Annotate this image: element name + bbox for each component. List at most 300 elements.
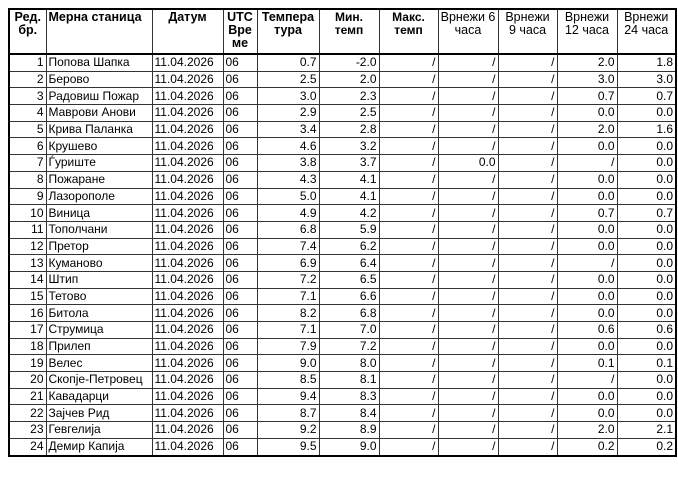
table-row bbox=[9, 138, 676, 155]
cell-min-temp: 8.4 bbox=[319, 405, 379, 422]
cell-precip-24h: 0.0 bbox=[617, 171, 676, 188]
cell-precip-24h: 0.6 bbox=[617, 322, 676, 339]
cell-precip-24h: 0.0 bbox=[617, 221, 676, 238]
cell-min-temp: 4.1 bbox=[319, 171, 379, 188]
cell-precip-6h: / bbox=[438, 322, 498, 339]
cell-precip-24h: 0.0 bbox=[617, 305, 676, 322]
cell-row-number: 22 bbox=[9, 405, 46, 422]
cell-date: 11.04.2026 bbox=[152, 205, 223, 222]
cell-station-name: Лазорополе bbox=[46, 188, 152, 205]
cell-min-temp: 6.5 bbox=[319, 271, 379, 288]
cell-station-name: Претор bbox=[46, 238, 152, 255]
cell-row-number: 16 bbox=[9, 305, 46, 322]
cell-precip-24h: 1.6 bbox=[617, 121, 676, 138]
cell-precip-9h: / bbox=[498, 338, 557, 355]
cell-precip-24h: 0.0 bbox=[617, 255, 676, 272]
cell-precip-6h: / bbox=[438, 221, 498, 238]
table-row bbox=[9, 71, 676, 88]
cell-precip-9h: / bbox=[498, 355, 557, 372]
cell-precip-9h: / bbox=[498, 121, 557, 138]
cell-precip-12h: / bbox=[557, 372, 617, 389]
cell-row-number: 14 bbox=[9, 271, 46, 288]
cell-precip-9h: / bbox=[498, 322, 557, 339]
col-header-min-temp: Мин. темп bbox=[319, 9, 379, 54]
cell-max-temp: / bbox=[379, 322, 438, 339]
cell-precip-9h: / bbox=[498, 422, 557, 439]
table-row bbox=[9, 155, 676, 172]
cell-precip-12h: 0.7 bbox=[557, 205, 617, 222]
cell-precip-12h: 0.0 bbox=[557, 405, 617, 422]
cell-date: 11.04.2026 bbox=[152, 88, 223, 105]
cell-precip-12h: 0.0 bbox=[557, 188, 617, 205]
cell-date: 11.04.2026 bbox=[152, 221, 223, 238]
cell-max-temp: / bbox=[379, 71, 438, 88]
cell-utc-time: 06 bbox=[223, 305, 257, 322]
cell-station-name: Берово bbox=[46, 71, 152, 88]
cell-precip-12h: 0.7 bbox=[557, 88, 617, 105]
cell-station-name: Ѓуриште bbox=[46, 155, 152, 172]
cell-precip-24h: 0.0 bbox=[617, 405, 676, 422]
cell-precip-12h: 0.0 bbox=[557, 305, 617, 322]
cell-precip-9h: / bbox=[498, 71, 557, 88]
weather-stations-table bbox=[8, 8, 677, 457]
cell-max-temp: / bbox=[379, 338, 438, 355]
cell-max-temp: / bbox=[379, 305, 438, 322]
cell-precip-12h: 0.0 bbox=[557, 221, 617, 238]
cell-date: 11.04.2026 bbox=[152, 271, 223, 288]
cell-date: 11.04.2026 bbox=[152, 355, 223, 372]
cell-min-temp: 6.6 bbox=[319, 288, 379, 305]
cell-utc-time: 06 bbox=[223, 71, 257, 88]
cell-precip-24h: 0.7 bbox=[617, 205, 676, 222]
cell-precip-24h: 3.0 bbox=[617, 71, 676, 88]
cell-row-number: 15 bbox=[9, 288, 46, 305]
cell-min-temp: 6.4 bbox=[319, 255, 379, 272]
cell-station-name: Крива Паланка bbox=[46, 121, 152, 138]
cell-precip-24h: 0.0 bbox=[617, 155, 676, 172]
cell-max-temp: / bbox=[379, 88, 438, 105]
cell-row-number: 2 bbox=[9, 71, 46, 88]
cell-date: 11.04.2026 bbox=[152, 54, 223, 71]
cell-precip-12h: 0.2 bbox=[557, 438, 617, 455]
cell-min-temp: 4.2 bbox=[319, 205, 379, 222]
table-row bbox=[9, 422, 676, 439]
table-row bbox=[9, 305, 676, 322]
cell-temperature: 7.9 bbox=[257, 338, 319, 355]
col-header-temperature: Темпера тура bbox=[257, 9, 319, 54]
cell-utc-time: 06 bbox=[223, 271, 257, 288]
cell-utc-time: 06 bbox=[223, 105, 257, 122]
cell-utc-time: 06 bbox=[223, 422, 257, 439]
cell-max-temp: / bbox=[379, 271, 438, 288]
cell-temperature: 4.3 bbox=[257, 171, 319, 188]
cell-max-temp: / bbox=[379, 355, 438, 372]
cell-precip-6h: / bbox=[438, 271, 498, 288]
table-row bbox=[9, 322, 676, 339]
cell-station-name: Тополчани bbox=[46, 221, 152, 238]
cell-station-name: Струмица bbox=[46, 322, 152, 339]
cell-row-number: 10 bbox=[9, 205, 46, 222]
cell-temperature: 9.4 bbox=[257, 388, 319, 405]
table-row bbox=[9, 338, 676, 355]
cell-row-number: 23 bbox=[9, 422, 46, 439]
cell-precip-12h: / bbox=[557, 155, 617, 172]
cell-precip-12h: 3.0 bbox=[557, 71, 617, 88]
cell-precip-9h: / bbox=[498, 372, 557, 389]
cell-station-name: Пожаране bbox=[46, 171, 152, 188]
cell-precip-9h: / bbox=[498, 88, 557, 105]
cell-date: 11.04.2026 bbox=[152, 255, 223, 272]
cell-temperature: 4.6 bbox=[257, 138, 319, 155]
table-row bbox=[9, 255, 676, 272]
cell-min-temp: 2.8 bbox=[319, 121, 379, 138]
cell-station-name: Гевгелија bbox=[46, 422, 152, 439]
cell-precip-12h: 2.0 bbox=[557, 422, 617, 439]
cell-row-number: 4 bbox=[9, 105, 46, 122]
table-row bbox=[9, 238, 676, 255]
cell-precip-9h: / bbox=[498, 255, 557, 272]
cell-utc-time: 06 bbox=[223, 138, 257, 155]
cell-precip-24h: 0.0 bbox=[617, 238, 676, 255]
cell-min-temp: 3.7 bbox=[319, 155, 379, 172]
cell-max-temp: / bbox=[379, 188, 438, 205]
cell-temperature: 3.4 bbox=[257, 121, 319, 138]
col-header-precip-6h: Врнежи 6 часа bbox=[438, 9, 498, 54]
cell-precip-24h: 0.0 bbox=[617, 388, 676, 405]
cell-temperature: 9.5 bbox=[257, 438, 319, 455]
table-row bbox=[9, 355, 676, 372]
cell-min-temp: 4.1 bbox=[319, 188, 379, 205]
cell-precip-9h: / bbox=[498, 171, 557, 188]
cell-max-temp: / bbox=[379, 438, 438, 455]
header-row bbox=[9, 9, 676, 54]
cell-utc-time: 06 bbox=[223, 355, 257, 372]
cell-utc-time: 06 bbox=[223, 54, 257, 71]
cell-max-temp: / bbox=[379, 238, 438, 255]
cell-station-name: Виница bbox=[46, 205, 152, 222]
cell-precip-12h: / bbox=[557, 255, 617, 272]
col-header-date: Датум bbox=[152, 9, 223, 54]
cell-max-temp: / bbox=[379, 121, 438, 138]
cell-date: 11.04.2026 bbox=[152, 422, 223, 439]
table-row bbox=[9, 88, 676, 105]
table-row bbox=[9, 271, 676, 288]
col-header-number: Ред. бр. bbox=[9, 9, 46, 54]
cell-row-number: 20 bbox=[9, 372, 46, 389]
cell-date: 11.04.2026 bbox=[152, 305, 223, 322]
cell-precip-6h: / bbox=[438, 405, 498, 422]
cell-min-temp: 2.5 bbox=[319, 105, 379, 122]
cell-precip-12h: 0.6 bbox=[557, 322, 617, 339]
cell-utc-time: 06 bbox=[223, 121, 257, 138]
cell-utc-time: 06 bbox=[223, 405, 257, 422]
cell-precip-9h: / bbox=[498, 188, 557, 205]
cell-min-temp: 2.0 bbox=[319, 71, 379, 88]
cell-precip-6h: 0.0 bbox=[438, 155, 498, 172]
cell-precip-6h: / bbox=[438, 205, 498, 222]
cell-precip-12h: 0.0 bbox=[557, 105, 617, 122]
cell-utc-time: 06 bbox=[223, 388, 257, 405]
cell-min-temp: 7.0 bbox=[319, 322, 379, 339]
cell-utc-time: 06 bbox=[223, 438, 257, 455]
cell-precip-6h: / bbox=[438, 255, 498, 272]
cell-precip-12h: 0.0 bbox=[557, 288, 617, 305]
cell-temperature: 8.5 bbox=[257, 372, 319, 389]
cell-min-temp: 8.0 bbox=[319, 355, 379, 372]
cell-row-number: 19 bbox=[9, 355, 46, 372]
table-row bbox=[9, 438, 676, 455]
cell-date: 11.04.2026 bbox=[152, 438, 223, 455]
cell-utc-time: 06 bbox=[223, 288, 257, 305]
cell-precip-24h: 0.0 bbox=[617, 288, 676, 305]
cell-max-temp: / bbox=[379, 155, 438, 172]
cell-temperature: 7.4 bbox=[257, 238, 319, 255]
cell-precip-6h: / bbox=[438, 71, 498, 88]
cell-precip-9h: / bbox=[498, 288, 557, 305]
cell-temperature: 8.2 bbox=[257, 305, 319, 322]
cell-station-name: Демир Капија bbox=[46, 438, 152, 455]
cell-min-temp: 5.9 bbox=[319, 221, 379, 238]
table-row bbox=[9, 171, 676, 188]
cell-date: 11.04.2026 bbox=[152, 288, 223, 305]
cell-precip-6h: / bbox=[438, 238, 498, 255]
cell-station-name: Попова Шапка bbox=[46, 54, 152, 71]
cell-temperature: 8.7 bbox=[257, 405, 319, 422]
cell-station-name: Куманово bbox=[46, 255, 152, 272]
cell-precip-6h: / bbox=[438, 355, 498, 372]
cell-utc-time: 06 bbox=[223, 221, 257, 238]
cell-max-temp: / bbox=[379, 288, 438, 305]
cell-station-name: Радовиш Пожар bbox=[46, 88, 152, 105]
cell-row-number: 17 bbox=[9, 322, 46, 339]
cell-temperature: 6.8 bbox=[257, 221, 319, 238]
cell-temperature: 3.8 bbox=[257, 155, 319, 172]
cell-date: 11.04.2026 bbox=[152, 322, 223, 339]
cell-row-number: 1 bbox=[9, 54, 46, 71]
cell-precip-9h: / bbox=[498, 305, 557, 322]
cell-date: 11.04.2026 bbox=[152, 338, 223, 355]
cell-date: 11.04.2026 bbox=[152, 388, 223, 405]
cell-precip-9h: / bbox=[498, 138, 557, 155]
cell-min-temp: 6.2 bbox=[319, 238, 379, 255]
cell-station-name: Штип bbox=[46, 271, 152, 288]
cell-utc-time: 06 bbox=[223, 171, 257, 188]
cell-utc-time: 06 bbox=[223, 238, 257, 255]
cell-temperature: 7.2 bbox=[257, 271, 319, 288]
cell-precip-6h: / bbox=[438, 54, 498, 71]
cell-precip-9h: / bbox=[498, 105, 557, 122]
table-row bbox=[9, 54, 676, 71]
cell-min-temp: 9.0 bbox=[319, 438, 379, 455]
cell-row-number: 9 bbox=[9, 188, 46, 205]
cell-precip-24h: 0.2 bbox=[617, 438, 676, 455]
cell-temperature: 4.9 bbox=[257, 205, 319, 222]
cell-precip-12h: 2.0 bbox=[557, 121, 617, 138]
cell-min-temp: 7.2 bbox=[319, 338, 379, 355]
cell-temperature: 2.5 bbox=[257, 71, 319, 88]
cell-min-temp: 2.3 bbox=[319, 88, 379, 105]
cell-precip-12h: 0.0 bbox=[557, 271, 617, 288]
cell-max-temp: / bbox=[379, 171, 438, 188]
cell-precip-9h: / bbox=[498, 54, 557, 71]
cell-precip-6h: / bbox=[438, 288, 498, 305]
cell-precip-24h: 0.0 bbox=[617, 105, 676, 122]
cell-utc-time: 06 bbox=[223, 188, 257, 205]
cell-date: 11.04.2026 bbox=[152, 238, 223, 255]
cell-precip-12h: 0.0 bbox=[557, 171, 617, 188]
table-row bbox=[9, 221, 676, 238]
cell-temperature: 6.9 bbox=[257, 255, 319, 272]
cell-date: 11.04.2026 bbox=[152, 171, 223, 188]
cell-max-temp: / bbox=[379, 221, 438, 238]
cell-precip-9h: / bbox=[498, 388, 557, 405]
col-header-max-temp: Макс. темп bbox=[379, 9, 438, 54]
col-header-utc-time: UTC Вре ме bbox=[223, 9, 257, 54]
cell-precip-12h: 0.0 bbox=[557, 338, 617, 355]
cell-utc-time: 06 bbox=[223, 372, 257, 389]
cell-precip-6h: / bbox=[438, 121, 498, 138]
cell-max-temp: / bbox=[379, 105, 438, 122]
cell-max-temp: / bbox=[379, 255, 438, 272]
cell-date: 11.04.2026 bbox=[152, 188, 223, 205]
cell-row-number: 8 bbox=[9, 171, 46, 188]
cell-min-temp: 6.8 bbox=[319, 305, 379, 322]
cell-precip-9h: / bbox=[498, 271, 557, 288]
cell-temperature: 5.0 bbox=[257, 188, 319, 205]
table-row bbox=[9, 188, 676, 205]
cell-station-name: Крушево bbox=[46, 138, 152, 155]
cell-precip-6h: / bbox=[438, 388, 498, 405]
cell-max-temp: / bbox=[379, 372, 438, 389]
cell-precip-12h: 0.0 bbox=[557, 388, 617, 405]
cell-precip-6h: / bbox=[438, 338, 498, 355]
cell-precip-24h: 2.1 bbox=[617, 422, 676, 439]
cell-date: 11.04.2026 bbox=[152, 155, 223, 172]
cell-max-temp: / bbox=[379, 205, 438, 222]
cell-precip-24h: 0.0 bbox=[617, 271, 676, 288]
table-row bbox=[9, 105, 676, 122]
cell-precip-24h: 1.8 bbox=[617, 54, 676, 71]
cell-precip-6h: / bbox=[438, 171, 498, 188]
cell-precip-12h: 0.1 bbox=[557, 355, 617, 372]
cell-max-temp: / bbox=[379, 54, 438, 71]
cell-max-temp: / bbox=[379, 388, 438, 405]
cell-precip-12h: 0.0 bbox=[557, 238, 617, 255]
cell-station-name: Кавадарци bbox=[46, 388, 152, 405]
col-header-precip-24h: Врнежи 24 часа bbox=[617, 9, 676, 54]
cell-temperature: 7.1 bbox=[257, 288, 319, 305]
col-header-precip-12h: Врнежи 12 часа bbox=[557, 9, 617, 54]
cell-min-temp: 8.1 bbox=[319, 372, 379, 389]
cell-utc-time: 06 bbox=[223, 155, 257, 172]
cell-temperature: 9.2 bbox=[257, 422, 319, 439]
col-header-station: Мерна станица bbox=[46, 9, 152, 54]
table-row bbox=[9, 121, 676, 138]
cell-precip-24h: 0.0 bbox=[617, 372, 676, 389]
cell-station-name: Битола bbox=[46, 305, 152, 322]
cell-min-temp: -2.0 bbox=[319, 54, 379, 71]
cell-temperature: 9.0 bbox=[257, 355, 319, 372]
cell-temperature: 7.1 bbox=[257, 322, 319, 339]
cell-utc-time: 06 bbox=[223, 338, 257, 355]
cell-precip-9h: / bbox=[498, 205, 557, 222]
cell-temperature: 0.7 bbox=[257, 54, 319, 71]
cell-precip-9h: / bbox=[498, 405, 557, 422]
cell-date: 11.04.2026 bbox=[152, 138, 223, 155]
cell-precip-24h: 0.7 bbox=[617, 88, 676, 105]
col-header-precip-9h: Врнежи 9 часа bbox=[498, 9, 557, 54]
table-row bbox=[9, 388, 676, 405]
cell-min-temp: 8.9 bbox=[319, 422, 379, 439]
cell-utc-time: 06 bbox=[223, 88, 257, 105]
cell-temperature: 3.0 bbox=[257, 88, 319, 105]
cell-row-number: 3 bbox=[9, 88, 46, 105]
cell-precip-6h: / bbox=[438, 422, 498, 439]
cell-max-temp: / bbox=[379, 138, 438, 155]
cell-precip-24h: 0.0 bbox=[617, 188, 676, 205]
cell-precip-6h: / bbox=[438, 438, 498, 455]
table-row bbox=[9, 405, 676, 422]
cell-row-number: 13 bbox=[9, 255, 46, 272]
cell-row-number: 18 bbox=[9, 338, 46, 355]
cell-utc-time: 06 bbox=[223, 255, 257, 272]
cell-utc-time: 06 bbox=[223, 205, 257, 222]
cell-precip-9h: / bbox=[498, 155, 557, 172]
cell-utc-time: 06 bbox=[223, 322, 257, 339]
cell-row-number: 24 bbox=[9, 438, 46, 455]
cell-precip-6h: / bbox=[438, 88, 498, 105]
cell-date: 11.04.2026 bbox=[152, 121, 223, 138]
cell-precip-24h: 0.0 bbox=[617, 138, 676, 155]
cell-station-name: Маврови Анови bbox=[46, 105, 152, 122]
cell-precip-24h: 0.0 bbox=[617, 338, 676, 355]
cell-precip-12h: 2.0 bbox=[557, 54, 617, 71]
cell-date: 11.04.2026 bbox=[152, 105, 223, 122]
cell-temperature: 2.9 bbox=[257, 105, 319, 122]
cell-min-temp: 3.2 bbox=[319, 138, 379, 155]
cell-precip-9h: / bbox=[498, 221, 557, 238]
cell-precip-6h: / bbox=[438, 372, 498, 389]
cell-min-temp: 8.3 bbox=[319, 388, 379, 405]
cell-date: 11.04.2026 bbox=[152, 405, 223, 422]
cell-precip-6h: / bbox=[438, 188, 498, 205]
cell-row-number: 11 bbox=[9, 221, 46, 238]
cell-precip-24h: 0.1 bbox=[617, 355, 676, 372]
cell-date: 11.04.2026 bbox=[152, 372, 223, 389]
cell-station-name: Тетово bbox=[46, 288, 152, 305]
cell-row-number: 12 bbox=[9, 238, 46, 255]
cell-station-name: Велес bbox=[46, 355, 152, 372]
table-row bbox=[9, 288, 676, 305]
cell-date: 11.04.2026 bbox=[152, 71, 223, 88]
cell-station-name: Скопје-Петровец bbox=[46, 372, 152, 389]
cell-max-temp: / bbox=[379, 405, 438, 422]
table-row bbox=[9, 205, 676, 222]
cell-row-number: 6 bbox=[9, 138, 46, 155]
cell-station-name: Прилеп bbox=[46, 338, 152, 355]
cell-precip-6h: / bbox=[438, 138, 498, 155]
cell-row-number: 7 bbox=[9, 155, 46, 172]
cell-row-number: 21 bbox=[9, 388, 46, 405]
cell-precip-12h: 0.0 bbox=[557, 138, 617, 155]
cell-row-number: 5 bbox=[9, 121, 46, 138]
cell-precip-9h: / bbox=[498, 238, 557, 255]
cell-precip-6h: / bbox=[438, 305, 498, 322]
cell-precip-6h: / bbox=[438, 105, 498, 122]
cell-precip-9h: / bbox=[498, 438, 557, 455]
table-row bbox=[9, 372, 676, 389]
cell-station-name: Зајчев Рид bbox=[46, 405, 152, 422]
